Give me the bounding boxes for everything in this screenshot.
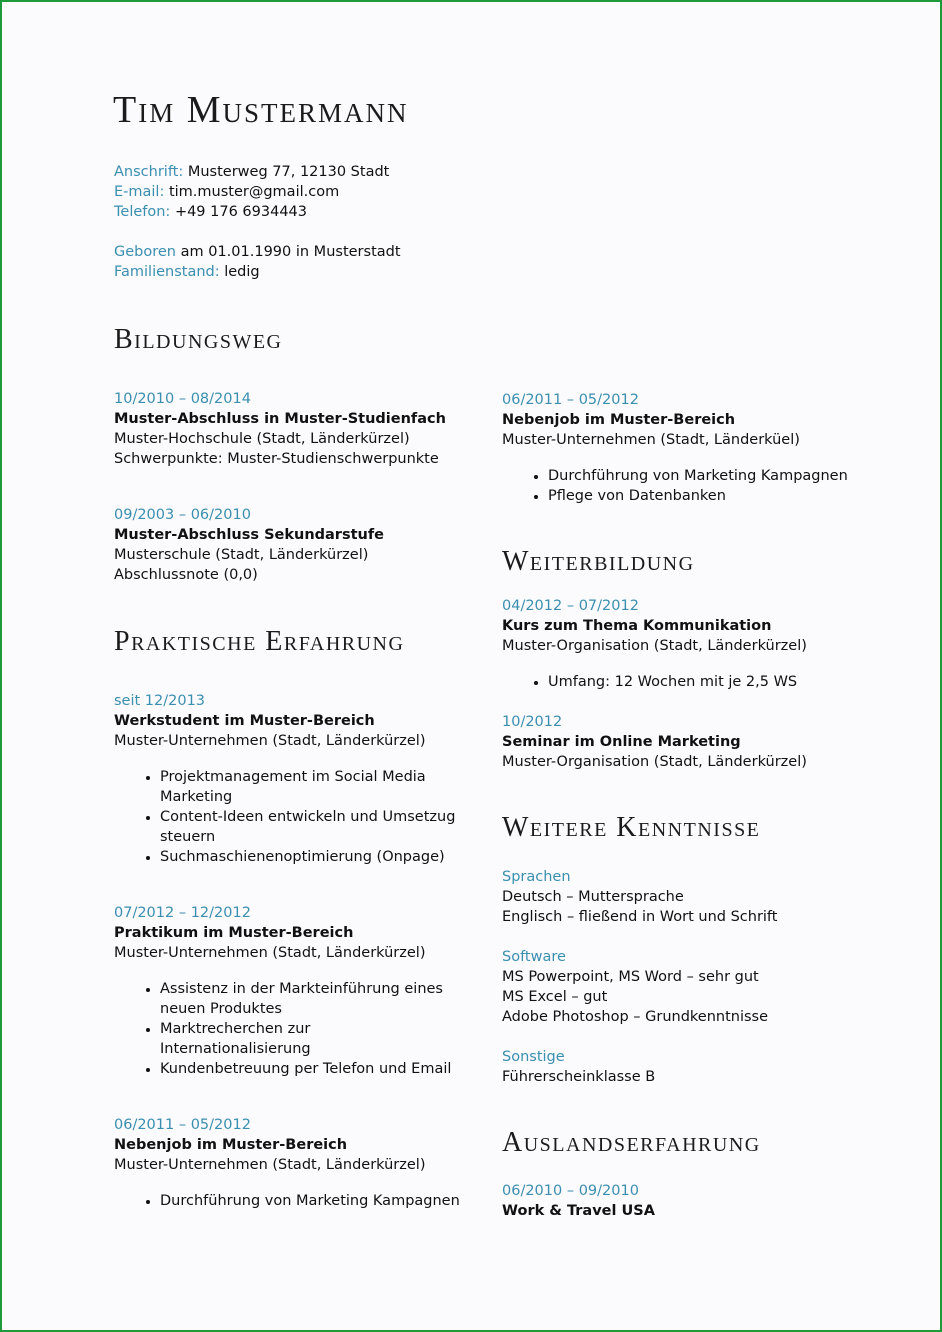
entry-org: Muster-Unternehmen (Stadt, Länderküel) [502, 432, 800, 448]
entry-date: 10/2012 [502, 714, 563, 730]
entry-line: Musterschule (Stadt, Länderkürzel) [114, 547, 369, 563]
experience-entry-continued [502, 390, 852, 506]
entry-title: Praktikum im Muster-Bereich [114, 925, 354, 941]
experience-entry [114, 903, 464, 1079]
cv-name: Tim Mustermann [113, 89, 409, 131]
training-heading: Weiterbildung [502, 546, 695, 577]
bullet-item: • Umfang: 12 Wochen mit je 2,5 WS [548, 672, 852, 692]
skill-line: Englisch – fließend in Wort und Schrift [502, 909, 778, 925]
skills-software-label: Software [502, 949, 566, 965]
education-entry [114, 505, 464, 585]
abroad-entry [502, 1181, 852, 1221]
entry-title: Muster-Abschluss Sekundarstufe [114, 527, 384, 543]
bullet-item: • Suchmaschienenoptimierung (Onpage) [160, 847, 464, 867]
marital-label: Familienstand: [114, 264, 220, 280]
contact-block [114, 162, 401, 282]
entry-date: 06/2011 – 05/2012 [502, 392, 639, 408]
skills-other [502, 1047, 852, 1087]
skill-line: Deutsch – Muttersprache [502, 889, 684, 905]
entry-title: Nebenjob im Muster-Bereich [502, 412, 736, 428]
bullet-list [114, 979, 464, 1079]
bullet-item: • Projektmanagement im Social Media Marketing [160, 767, 464, 807]
entry-line: Muster-Hochschule (Stadt, Länderkürzel) [114, 431, 410, 447]
skill-line: MS Powerpoint, MS Word – sehr gut [502, 969, 759, 985]
address-value: Musterweg 77, 12130 Stadt [187, 164, 390, 180]
training-entry [502, 596, 852, 692]
bullet-list [114, 767, 464, 867]
skills-software [502, 947, 852, 1027]
right-column [502, 390, 852, 1221]
skills-heading: Weitere Kenntnisse [502, 812, 761, 843]
entry-title: Muster-Abschluss in Muster-Studienfach [114, 411, 446, 427]
education-entry [114, 389, 464, 469]
experience-entry [114, 1115, 464, 1211]
address-row [114, 162, 401, 182]
marital-value: ledig [224, 264, 260, 280]
bullet-item: • Pflege von Datenbanken [548, 486, 852, 506]
bullet-item: • Kundenbetreuung per Telefon und Email [160, 1059, 464, 1079]
skills-languages [502, 867, 852, 927]
entry-org: Muster-Unternehmen (Stadt, Länderkürzel) [114, 945, 426, 961]
skill-line: Adobe Photoshop – Grundkenntnisse [502, 1009, 769, 1025]
skill-line: Führerscheinklasse B [502, 1069, 656, 1085]
experience-heading: Praktische Erfahrung [114, 626, 405, 657]
entry-title: Kurs zum Thema Kommunikation [502, 618, 772, 634]
entry-date: 04/2012 – 07/2012 [502, 598, 639, 614]
marital-row [114, 262, 401, 282]
left-column [114, 320, 464, 1211]
entry-org: Muster-Unternehmen (Stadt, Länderkürzel) [114, 1157, 426, 1173]
entry-title: Werkstudent im Muster-Bereich [114, 713, 375, 729]
bullet-item: • Assistenz in der Markteinführung eines neuen Produktes [160, 979, 464, 1019]
phone-row [114, 202, 401, 222]
bullet-item: • Marktrecherchen zur Internationalisierung [160, 1019, 464, 1059]
entry-org: Muster-Organisation (Stadt, Länderkürzel) [502, 638, 807, 654]
entry-line: Abschlussnote (0,0) [114, 567, 258, 583]
phone-label: Telefon: [114, 204, 171, 220]
training-entry [502, 712, 852, 772]
skill-line: MS Excel – gut [502, 989, 608, 1005]
bullet-item: • Content-Ideen entwickeln und Umsetzug steuern [160, 807, 464, 847]
abroad-heading: Auslandserfahrung [502, 1127, 761, 1158]
education-heading: Bildungsweg [114, 324, 283, 355]
entry-title: Nebenjob im Muster-Bereich [114, 1137, 348, 1153]
bullet-list [502, 466, 852, 506]
entry-org: Muster-Unternehmen (Stadt, Länderkürzel) [114, 733, 426, 749]
born-row [114, 242, 401, 262]
entry-title: Seminar im Online Marketing [502, 734, 741, 750]
born-label: Geboren [114, 244, 176, 260]
entry-date: 06/2010 – 09/2010 [502, 1183, 639, 1199]
entry-date: 10/2010 – 08/2014 [114, 391, 251, 407]
phone-value: +49 176 6934443 [174, 204, 308, 220]
email-row [114, 182, 401, 202]
entry-org: Muster-Organisation (Stadt, Länderkürzel) [502, 754, 807, 770]
skills-other-label: Sonstige [502, 1049, 565, 1065]
bullet-item: • Durchführung von Marketing Kampagnen [548, 466, 852, 486]
skills-languages-label: Sprachen [502, 869, 571, 885]
bullet-item: • Durchführung von Marketing Kampagnen [160, 1191, 464, 1211]
entry-title: Work & Travel USA [502, 1203, 655, 1219]
email-value: tim.muster@gmail.com [168, 184, 340, 200]
entry-date: seit 12/2013 [114, 693, 206, 709]
entry-date: 07/2012 – 12/2012 [114, 905, 251, 921]
bullet-list [502, 672, 852, 692]
entry-line: Schwerpunkte: Muster-Studienschwerpunkte [114, 451, 439, 467]
address-label: Anschrift: [114, 164, 184, 180]
born-value: am 01.01.1990 in Musterstadt [180, 244, 401, 260]
entry-date: 09/2003 – 06/2010 [114, 507, 251, 523]
bullet-list [114, 1191, 464, 1211]
experience-entry [114, 691, 464, 867]
entry-date: 06/2011 – 05/2012 [114, 1117, 251, 1133]
email-label: E-mail: [114, 184, 165, 200]
